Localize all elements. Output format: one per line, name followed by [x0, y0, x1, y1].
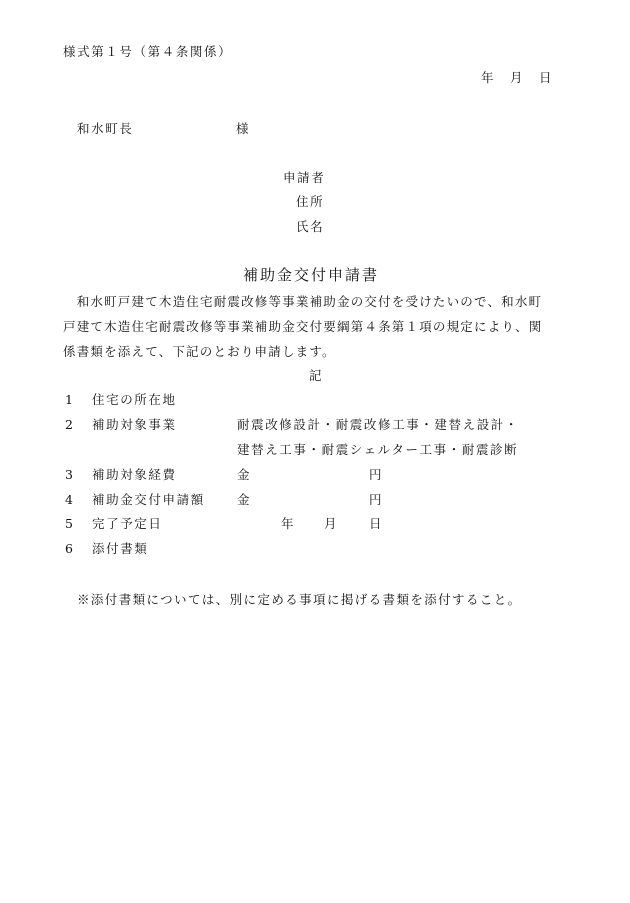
- applicant-address-label: 住所: [296, 194, 325, 209]
- ki-label: 記: [309, 368, 324, 383]
- addressee-honorific: 様: [236, 121, 251, 136]
- item-label-requested-amount: 補助金交付申請額: [92, 492, 205, 507]
- document-title: 補助金交付申請書: [243, 266, 380, 284]
- item-number: 2: [65, 417, 75, 432]
- body-line-1: 和水町戸建て木造住宅耐震改修等事業補助金の交付を受けたいので、和水町: [63, 294, 543, 309]
- item-label-completion-date: 完了予定日: [92, 516, 163, 531]
- item-number: 6: [65, 541, 75, 556]
- date-day-label: 日: [539, 70, 554, 85]
- item-number: 5: [65, 516, 75, 531]
- date-year-label: 年: [481, 70, 496, 85]
- body-line-3: 係書類を添えて、下記のとおり申請します。: [63, 344, 336, 359]
- item-label-target-project: 補助対象事業: [92, 417, 177, 432]
- eligible-cost-prefix: 金: [237, 467, 252, 482]
- date-month-label: 月: [510, 70, 525, 85]
- item-number: 1: [65, 392, 75, 407]
- requested-amount-suffix: 円: [369, 492, 384, 507]
- item-number: 3: [65, 467, 75, 482]
- requested-amount-prefix: 金: [237, 492, 252, 507]
- body-line-2: 戸建て木造住宅耐震改修等事業補助金交付要綱第４条第１項の規定により、関: [63, 319, 543, 334]
- target-project-options-line1: 耐震改修設計・耐震改修工事・建替え設計・: [237, 417, 520, 432]
- completion-day-label: 日: [369, 516, 384, 531]
- attachment-note: ※添付書類については、別に定める事項に掲げる書類を添付すること。: [77, 592, 522, 607]
- addressee-name: 和水町長: [77, 121, 134, 136]
- applicant-name-label: 氏名: [296, 219, 325, 234]
- completion-year-label: 年: [281, 516, 296, 531]
- item-number: 4: [65, 492, 75, 507]
- applicant-label: 申請者: [283, 170, 326, 185]
- eligible-cost-suffix: 円: [369, 467, 384, 482]
- form-number: 様式第１号（第４条関係）: [63, 44, 233, 59]
- completion-month-label: 月: [324, 516, 339, 531]
- target-project-options-line2: 建替え工事・耐震シェルター工事・耐震診断: [237, 442, 519, 457]
- item-label-attachments: 添付書類: [92, 541, 149, 556]
- item-label-eligible-cost: 補助対象経費: [92, 467, 177, 482]
- item-label-location: 住宅の所在地: [92, 392, 177, 407]
